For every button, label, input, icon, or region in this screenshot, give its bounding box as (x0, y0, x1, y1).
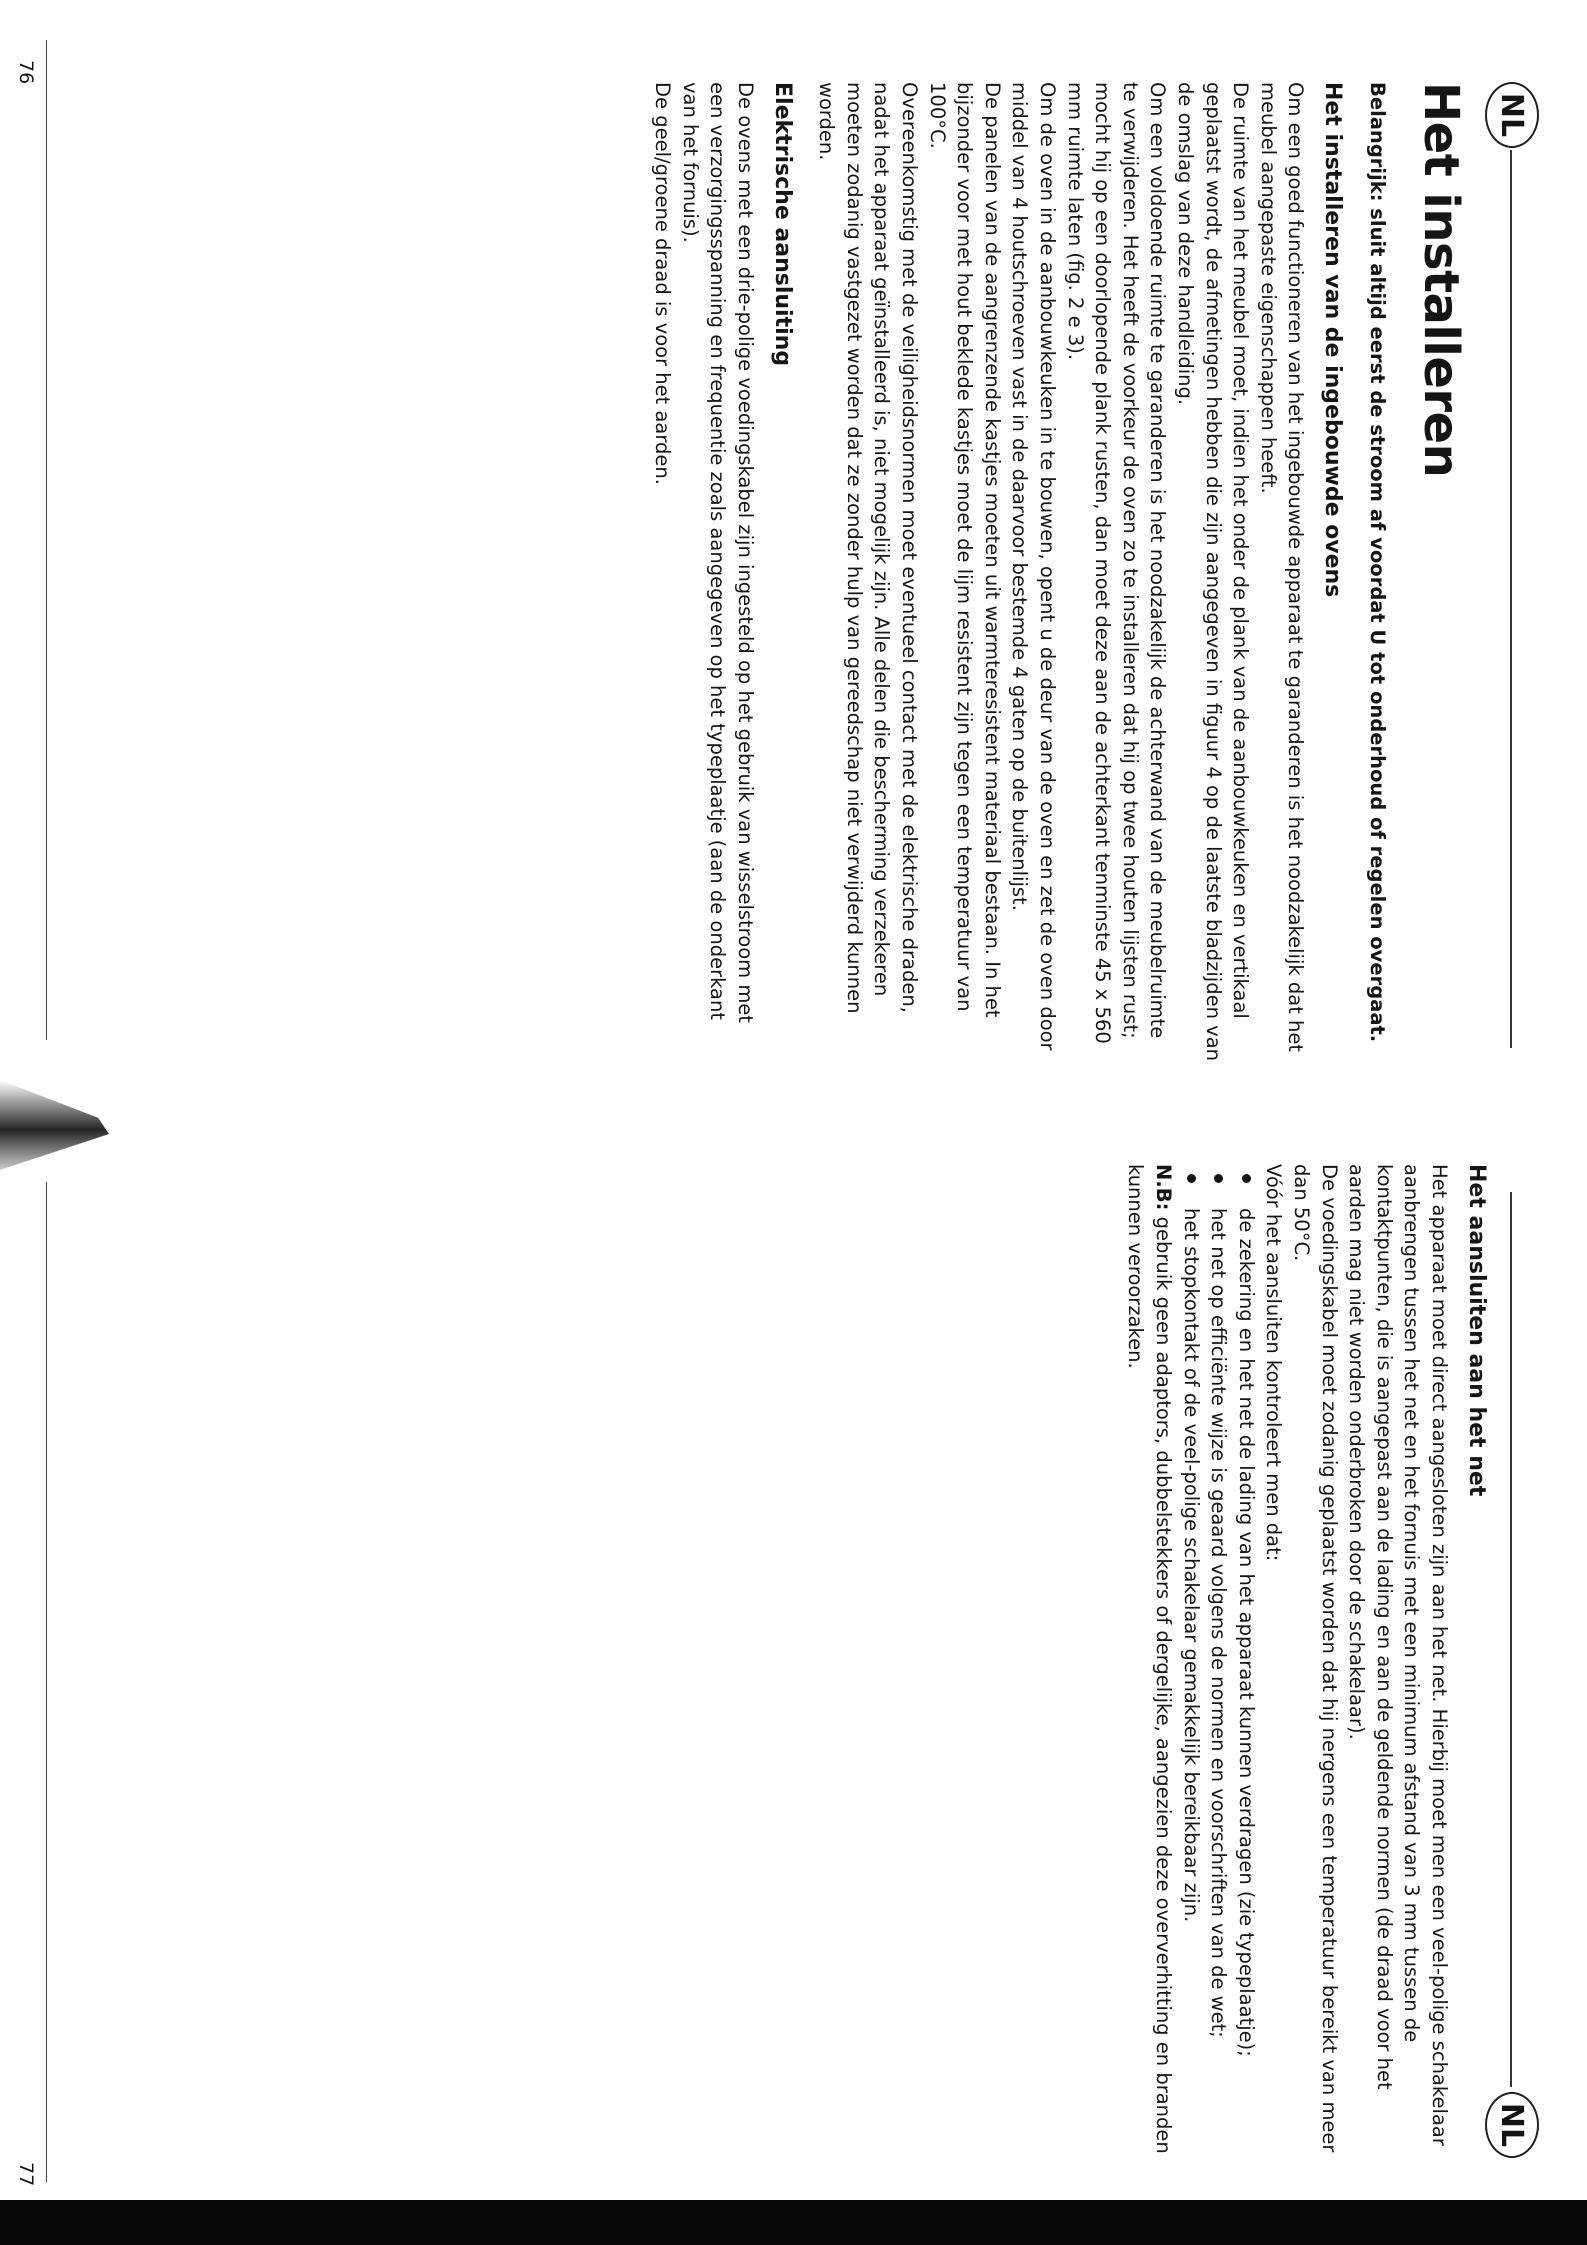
section-heading-aansluiten: Het aansluiten aan het net (1464, 1164, 1489, 1497)
paragraph: De voedingskabel moet zodanig geplaatst worden dat hij nergens een temperatuur bereikt van meer dan 50°C. (1290, 1164, 1341, 2153)
paragraph: De ruimte van het meubel moet, indien het onder de plank van de aanbouwkeuken en vertikaal geplaatst wordt, de afmetingen hebben die zijn aangegeven in figuur 4 op de laatste bladzijden van de omslag van deze handleiding. (1174, 82, 1253, 1062)
language-badge: NL (1485, 2092, 1539, 2158)
section-heading-elektrische: Elektrische aansluiting (769, 82, 795, 367)
language-badge: NL (1485, 82, 1539, 148)
footer-rule (46, 1182, 47, 2182)
page-76 (0, 0, 1587, 1122)
page-number: 76 (15, 60, 37, 85)
text-column (648, 82, 1391, 1062)
header-rule (1510, 150, 1512, 1048)
page-77 (0, 1122, 1587, 2245)
page-number: 77 (15, 2162, 37, 2187)
paragraph: Om de oven in de aanbouwkeuken in te bouwen, opent u de deur van de oven en zet de oven door middel van 4 houtschroeven vast in de daarvoor bestemde 4 gaten op de buitenlijst. (1008, 82, 1060, 1051)
intro-warning (1363, 82, 1391, 1062)
paragraph: Het apparaat moet direct aangesloten zijn aan het net. Hierbij moet men een veel-polige schakelaar aanbrengen tussen het net en het fornuis met een minimum afstand van 3 mm tussen de kontaktpunten, die is aangepast aan de lading en aan de geldende normen (de draad voor het aarden mag niet worden onderbroken door de schakelaar). (1345, 1164, 1451, 2146)
note (1122, 1164, 1177, 2164)
paragraph: Overeenkomstig met de veiligheidsnormen moet eventueel contact met de elektrische draden, nadat het apparaat geïnstalleerd is, niet mogelijk zijn. Alle delen die bescherming verzekeren moeten zodanig vastgezet worden dat ze zonder hulp van gereedschap niet verwijderd kunnen worden. (815, 82, 922, 1014)
paragraph: Vóór het aansluiten kontroleert men dat: (1262, 1164, 1286, 1562)
list-item: de zekering en het net de lading van het apparaat kunnen verdragen (zie typeplaatje); (1232, 1164, 1260, 2164)
footer-rule (46, 40, 47, 1040)
paragraph: De ovens met een drie-polige voedingskabel zijn ingesteld op het gebruik van wisselstroom met een verzorgingsspanning en frequentie zoals aangegeven op het typeplaatje (aan de onderkant van het fornuis). (678, 82, 757, 1023)
header-rule (1510, 1192, 1512, 2087)
scanner-edge-band (0, 2200, 1587, 2245)
paragraph: Om een goed functioneren van het ingebouwde apparaat te garanderen is het noodzakelijk dat het meubel aangepaste eigenschappen heeft. (1256, 82, 1308, 1053)
list-item: het net op efficiënte wijze is geaard volgens de normen en voorschriften van de wet; (1205, 1164, 1233, 2164)
paragraph: De panelen van de aangrenzende kastjes moeten uit warmteresistent materiaal bestaan. In het bijzonder voor met hout beklede kastjes moet de lijm resistent zijn tegen een temperatuur van 100°C. (925, 82, 1004, 1018)
paragraph: Om een voldoende ruimte te garanderen is het noodzakelijk de achterwand van de meubelruimte te verwijderen. Het heeft de voorkeur de oven zo te installeren dat hij op twee houten lijsten rust; mocht hij op een doorlopende plank rusten, dan moet deze aan de achterkant tenminste 45 x 560 mm ruimte laten (fig. 2 e 3). (1063, 82, 1170, 1044)
paragraph: De geel/groene draad is voor het aarden. (650, 82, 674, 485)
text-column (1122, 1164, 1491, 2164)
note-label: N.B: (1152, 1164, 1176, 1211)
page-title: Het installeren (1413, 82, 1469, 478)
warning-text: Belangrijk: sluit altijd eerst de stroom af voordat U tot onderhoud of regelen overgaat. (1366, 82, 1389, 1043)
note-text: gebruik geen adaptors, dubbelstekkers of dergelijke, aangezien deze oververhitting en branden kunnen veroorzaken. (1124, 1164, 1176, 2154)
list-item: het stopkontakt of de veel-polige schakelaar gemakkelijk bereikbaar zijn. (1177, 1164, 1205, 2164)
check-list (1177, 1164, 1260, 2164)
section-heading-installeren: Het installeren van de ingebouwde ovens (1320, 82, 1346, 598)
